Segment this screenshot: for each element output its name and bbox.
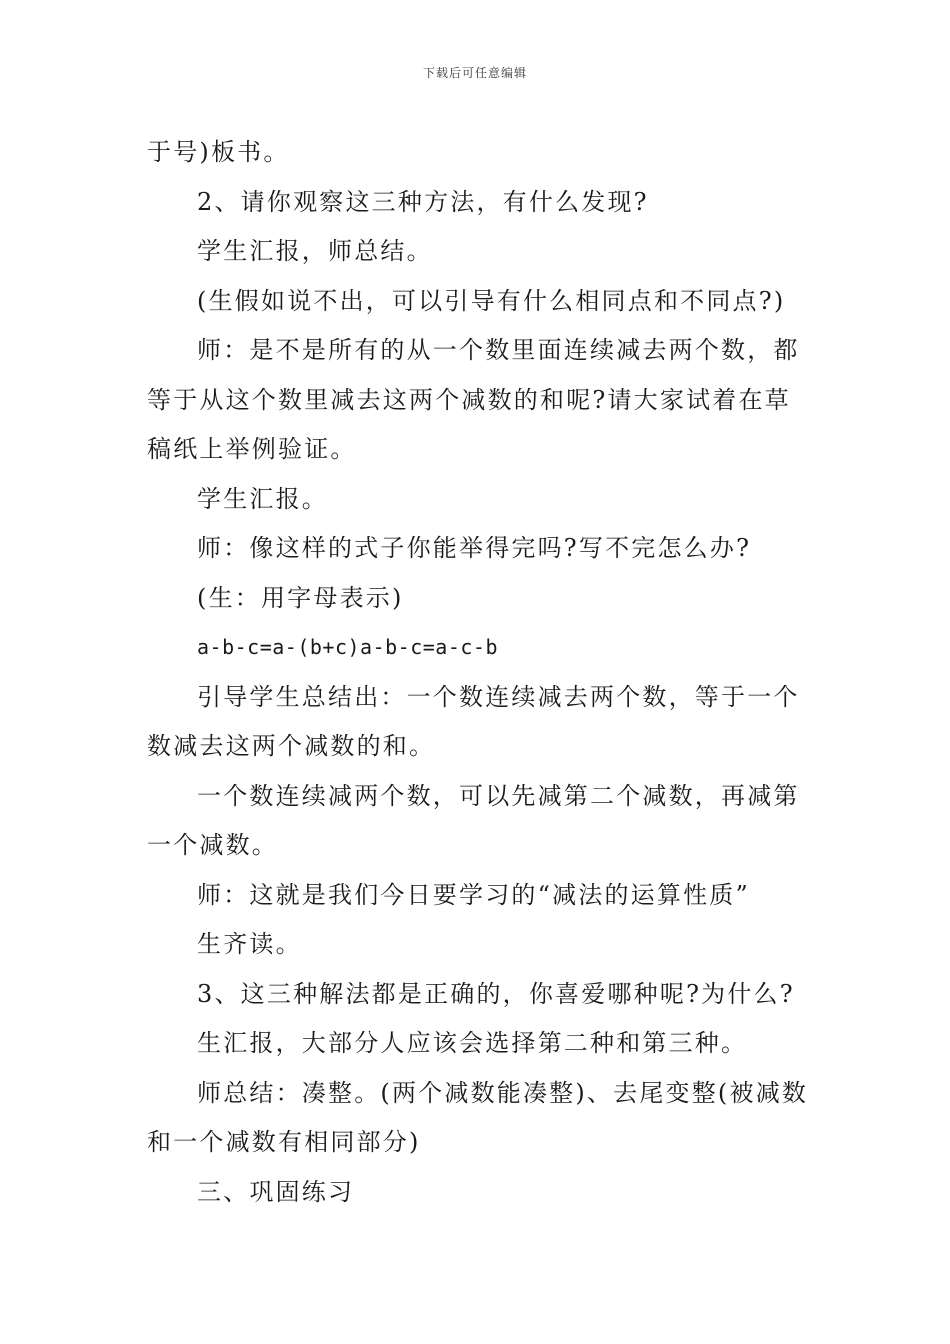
paragraph-topic: 师：这就是我们今日要学习的“减法的运算性质” — [197, 880, 750, 909]
paragraph-question-3: 3、这三种解法都是正确的，你喜爱哪种呢?为什么? — [197, 979, 795, 1008]
paragraph-student-report: 学生汇报，师总结。 — [197, 237, 433, 265]
paragraph-rule: 一个数连续减两个数，可以先减第二个减数，再减第一个减数。 — [147, 781, 800, 859]
paragraph-teacher-question: 师：是不是所有的从一个数里面连续减去两个数，都等于从这个数里减去这两个减数的和呢?请大家试着在草稿纸上举例验证。 — [147, 336, 800, 463]
paragraph-student-choice: 生汇报，大部分人应该会选择第二种和第三种。 — [197, 1029, 748, 1057]
document-body — [147, 128, 812, 1217]
paragraph-read-together: 生齐读。 — [197, 930, 302, 958]
paragraph-teacher-summary: 师总结：凑整。(两个减数能凑整)、去尾变整(被减数和一个减数有相同部分) — [147, 1078, 809, 1156]
paragraph-summary: 引导学生总结出：一个数连续减去两个数，等于一个数减去这两个减数的和。 — [147, 682, 800, 760]
paragraph-student-report-2: 学生汇报。 — [197, 484, 328, 513]
paragraph-teacher-question-2: 师：像这样的式子你能举得完吗?写不完怎么办? — [197, 534, 752, 562]
paragraph-formula: a-b-c=a-(b+c)a-b-c=a-c-b — [197, 635, 498, 659]
paragraph-hint: (生假如说不出，可以引导有什么相同点和不同点?) — [197, 286, 786, 315]
paragraph-student-answer: (生：用字母表示) — [197, 583, 404, 612]
page-header-note: 下载后可任意编辑 — [422, 66, 527, 80]
paragraph-question-2: 2、请你观察这三种方法，有什么发现? — [197, 187, 649, 216]
section-heading-practice: 三、巩固练习 — [197, 1177, 355, 1206]
paragraph-board-note: 于号)板书。 — [147, 138, 290, 166]
